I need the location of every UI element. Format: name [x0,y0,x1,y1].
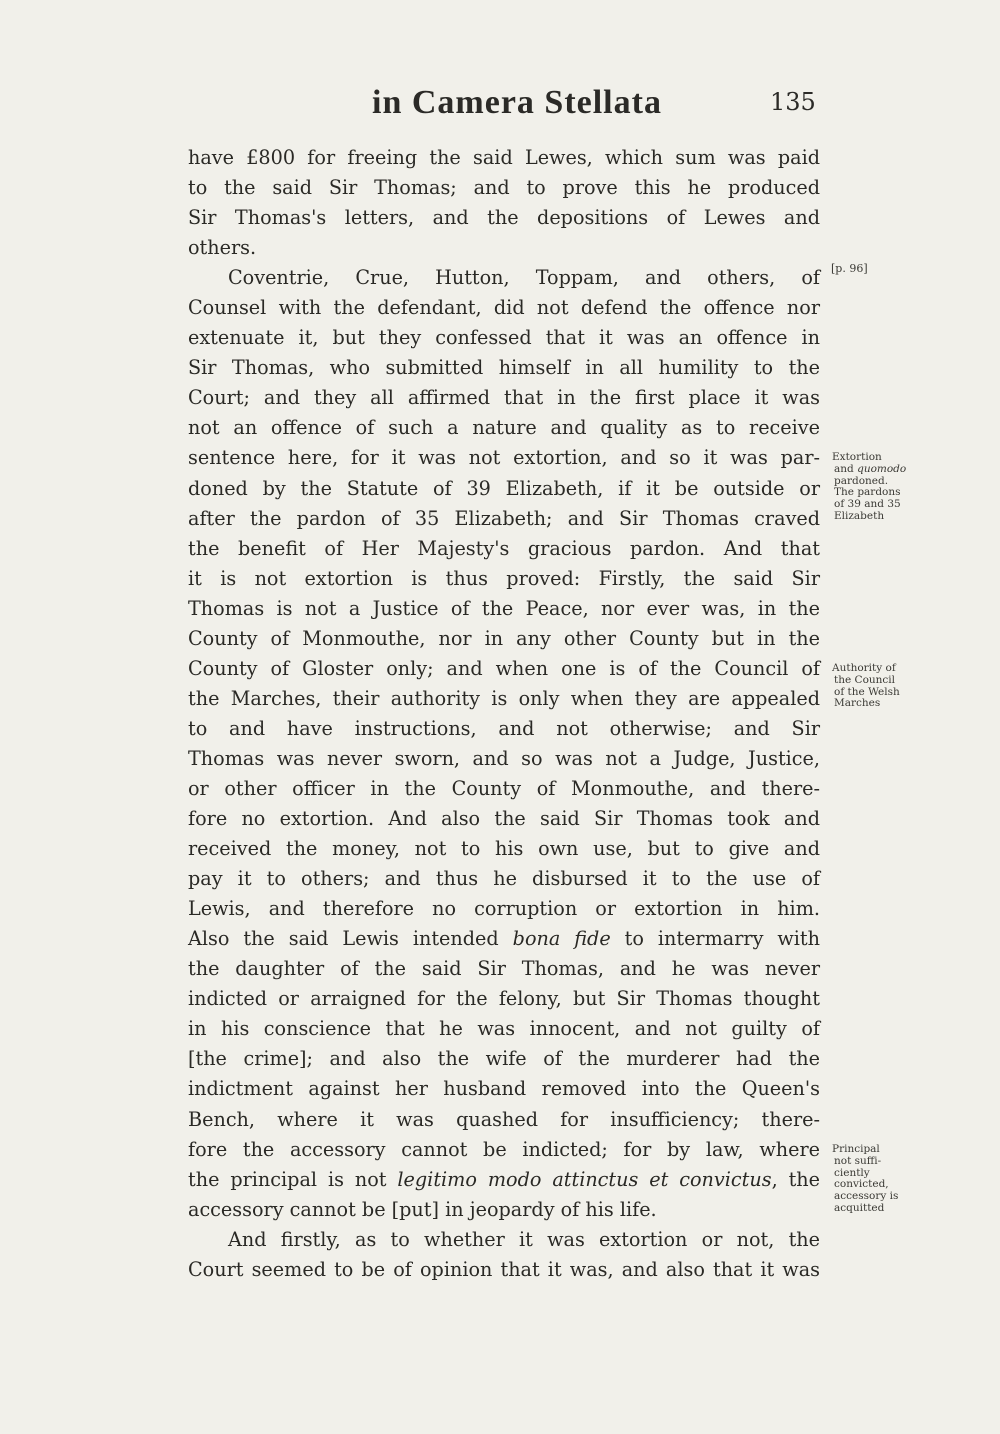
text-run: doned by the Statute of 39 Elizabeth, if it be outside or [188,476,820,500]
text-run: accessory is [834,1190,899,1203]
text-run: received the money, not to his own use, but to give and [188,837,820,861]
text-run: Counsel with the defendant, did not defend the offence nor [188,296,820,320]
body-text [188,143,820,1285]
text-line [188,1074,820,1104]
text-line [188,954,820,984]
text-line [188,624,820,654]
text-line [188,894,820,924]
text-run: And firstly, as to whether it was extortion or not, the [228,1227,820,1251]
text-line [188,293,820,323]
text-line [188,323,820,353]
text-run: indictment against her husband removed into the Queen's [188,1077,820,1101]
text-line [188,1255,820,1285]
text-line [188,383,820,413]
text-line [188,1225,820,1255]
text-run: not suffi- [834,1154,882,1167]
text-line [188,474,820,504]
text-line [188,1105,820,1135]
text-run: extenuate it, but they confessed that it was an offence in [188,326,820,350]
text-run: Thomas is not a Justice of the Peace, nor ever was, in the [188,596,820,620]
text-line [188,504,820,534]
text-line [188,774,820,804]
italic-text: legitimo modo attinctus et convictus [397,1167,772,1191]
italic-text: quomodo [857,462,907,475]
text-run: to and have instructions, and not otherwise; and Sir [188,716,820,740]
text-run: and [834,462,858,475]
text-line [188,1165,820,1195]
text-run: Sir Thomas, who submitted himself in all humility to the [188,356,820,380]
text-run: Authority of [832,662,896,674]
text-run: pardoned. [834,474,889,487]
text-run: accessory cannot be [put] in jeopardy of his life. [188,1197,657,1221]
text-run: Court; and they all affirmed that in the first place it was [188,386,820,410]
text-run: it is not extortion is thus proved: Firstly, the said Sir [188,566,820,590]
text-run: Also the said Lewis intended [188,927,513,951]
text-line [188,1044,820,1074]
page-reference: [p. 96] [831,262,868,275]
running-title: in Camera Stellata [372,84,662,121]
text-run: Principal [832,1143,880,1155]
text-run: of the Welsh [834,685,900,698]
page-number: 135 [770,88,816,116]
text-run: or other officer in the County of Monmouthe, and there- [188,776,820,800]
text-run: not an offence of such a nature and quality as to receive [188,416,820,440]
text-run: Coventrie, Crue, Hutton, Toppam, and others, of [228,266,820,290]
text-run: ciently [834,1166,870,1179]
text-line [188,233,820,263]
text-run: Court seemed to be of opinion that it was, and also that it was [188,1257,820,1281]
text-line [188,203,820,233]
text-line [188,804,820,834]
text-run: indicted or arraigned for the felony, but Sir Thomas thought [188,987,820,1011]
text-line [188,714,820,744]
text-line [188,443,820,473]
text-line [188,263,820,293]
text-run: County of Gloster only; and when one is of the Council of [188,656,820,680]
italic-text: bona fide [512,927,611,951]
text-run: after the pardon of 35 Elizabeth; and Sir Thomas craved [188,506,820,530]
text-run: Thomas was never sworn, and so was not a Judge, Justice, [188,746,820,770]
text-line [188,1014,820,1044]
text-line [188,353,820,383]
text-line [188,413,820,443]
text-line [188,173,820,203]
text-line [188,594,820,624]
text-line [188,864,820,894]
text-run: fore no extortion. And also the said Sir Thomas took and [188,807,820,831]
sidenote-line [832,511,906,523]
text-run: the Marches, their authority is only when they are appealed [188,686,820,710]
text-run: Extortion [832,451,882,463]
text-run: Sir Thomas's letters, and the depositions of Lewes and [188,206,820,230]
text-line [188,534,820,564]
text-run: in his conscience that he was innocent, and not guilty of [188,1017,820,1041]
text-run: convicted, [834,1178,889,1191]
text-run: have £800 for freeing the said Lewes, which sum was paid [188,146,820,169]
text-line [188,564,820,594]
text-line [188,984,820,1014]
text-run: County of Monmouthe, nor in any other County but in the [188,626,820,650]
text-line [188,654,820,684]
text-run: pay it to others; and thus he disbursed it to the use of [188,867,820,891]
text-line [188,834,820,864]
text-run: to intermarry with [610,927,820,951]
text-line [188,924,820,954]
text-run: fore the accessory cannot be indicted; for by law, where [188,1137,820,1161]
sidenote-council-authority [832,663,900,710]
text-run: to the said Sir Thomas; and to prove this he produced [188,176,820,200]
sidenote-principal-not-convicted [832,1144,898,1215]
text-line [188,744,820,774]
text-line [188,1195,820,1225]
text-line [188,1135,820,1165]
text-run: , the [771,1167,821,1191]
sidenote-extortion [832,452,906,523]
sidenote-line [832,1203,898,1215]
text-run: Lewis, and therefore no corruption or extortion in him. [188,897,820,921]
text-run: Bench, where it was quashed for insufficiency; there- [188,1107,820,1131]
text-run: sentence here, for it was not extortion, and so it was par- [188,446,820,470]
text-run: [the crime]; and also the wife of the murderer had the [188,1047,820,1071]
text-line [188,143,820,173]
text-run: acquitted [834,1201,885,1214]
text-run: the daughter of the said Sir Thomas, and he was never [188,957,820,981]
text-run: The pardons [834,486,901,499]
text-run: the principal is not [188,1167,398,1191]
text-run: Marches [834,697,881,710]
text-line [188,684,820,714]
sidenote-line [832,698,900,710]
text-run: others. [188,236,257,260]
text-run: the benefit of Her Majesty's gracious pardon. And that [188,536,820,560]
text-run: of 39 and 35 [834,498,901,511]
text-run: the Council [834,673,896,686]
text-run: Elizabeth [834,509,885,522]
